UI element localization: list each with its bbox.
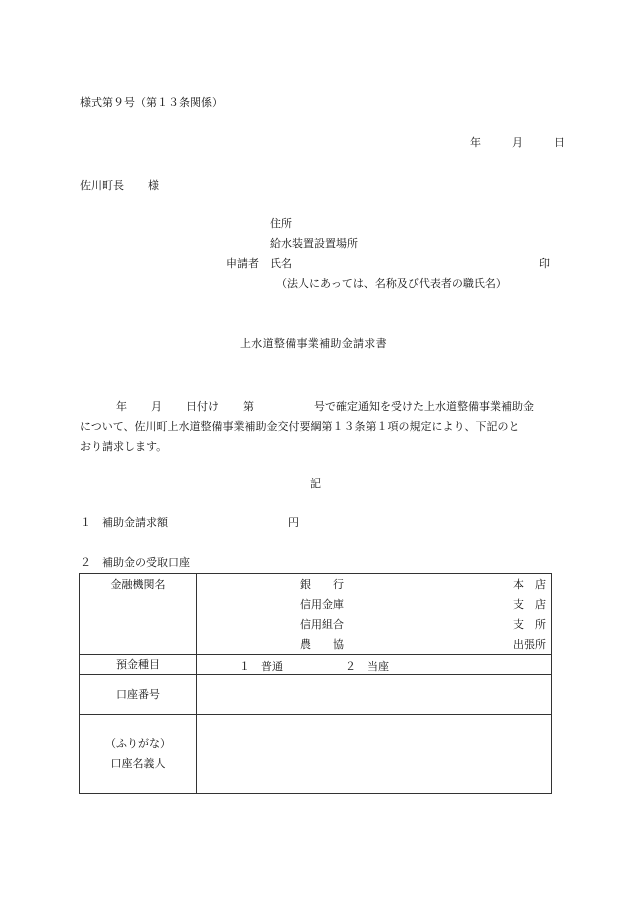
address-label: 住所 (270, 217, 292, 230)
account-holder-field[interactable] (197, 715, 552, 794)
body-year: 年 (116, 400, 127, 413)
addressee (80, 179, 159, 193)
date-month-label: 月 (512, 136, 523, 149)
deposit-type-row (80, 655, 552, 675)
yen-unit: 円 (288, 516, 299, 529)
document-title: 上水道整備事業補助金請求書 (240, 337, 387, 350)
bank-row (80, 574, 552, 655)
body-dated: 日付け (186, 400, 219, 413)
account-table (79, 573, 552, 794)
account-number-field[interactable] (197, 675, 552, 715)
furigana-label: （ふりがな） (105, 737, 171, 750)
deposit-option-ordinary[interactable]: １ 普通 (239, 660, 283, 673)
date-line (470, 136, 565, 150)
bank-type-nokyo: 農 協 (300, 638, 344, 651)
account-holder-label-cell (80, 715, 197, 794)
bank-label: 金融機関名 (110, 578, 166, 591)
branch-type-office: 支 所 (513, 618, 546, 631)
body-number-prefix: 第 (243, 400, 254, 413)
corporate-note: （法人にあっては、名称及び代表者の職氏名） (276, 277, 507, 290)
item-2-account-heading: ２ 補助金の受取口座 (80, 556, 190, 569)
addressee-suffix: 様 (148, 179, 159, 192)
deposit-option-current[interactable]: ２ 当座 (345, 660, 389, 673)
account-holder-row (80, 715, 552, 794)
name-label: 氏名 (270, 257, 292, 270)
body-line-2: について、佐川町上水道整備事業補助金交付要綱第１３条第１項の規定により、下記のと (80, 420, 520, 433)
item-1-amount (80, 516, 299, 530)
date-year-label: 年 (470, 136, 481, 149)
account-number-label: 口座番号 (116, 687, 160, 701)
request-body (80, 397, 552, 457)
body-line-1 (80, 397, 552, 417)
body-line-3: おり請求します。 (80, 440, 168, 453)
bank-value-cell[interactable] (197, 574, 552, 655)
bank-label-cell (80, 574, 197, 655)
branch-type-head: 本 店 (513, 578, 546, 591)
bank-type-shinkumi: 信用組合 (300, 618, 344, 631)
branch-type-sub-office: 出張所 (513, 638, 546, 651)
body-month: 月 (151, 400, 162, 413)
deposit-type-label: 預金種目 (116, 658, 160, 671)
seal-mark: 印 (539, 257, 550, 270)
deposit-type-label-cell (80, 655, 197, 675)
account-holder-label: 口座名義人 (110, 757, 166, 770)
water-device-location-label: 給水装置設置場所 (270, 237, 358, 250)
account-number-label-cell (80, 675, 197, 715)
bank-type-shinkin: 信用金庫 (300, 598, 344, 611)
branch-type-branch: 支 店 (513, 598, 546, 611)
bank-type-bank: 銀 行 (300, 578, 344, 591)
form-number: 様式第９号（第１３条関係） (80, 96, 223, 109)
deposit-type-value-cell[interactable] (197, 655, 552, 675)
date-day-label: 日 (554, 136, 565, 149)
account-number-row (80, 675, 552, 715)
applicant-label: 申請者 (226, 257, 259, 270)
addressee-name: 佐川町長 (80, 179, 124, 192)
body-line-1-rest: 号で確定通知を受けた上水道整備事業補助金 (314, 400, 534, 413)
ki-heading: 記 (310, 477, 321, 490)
item-1-label: １ 補助金請求額 (80, 516, 168, 529)
